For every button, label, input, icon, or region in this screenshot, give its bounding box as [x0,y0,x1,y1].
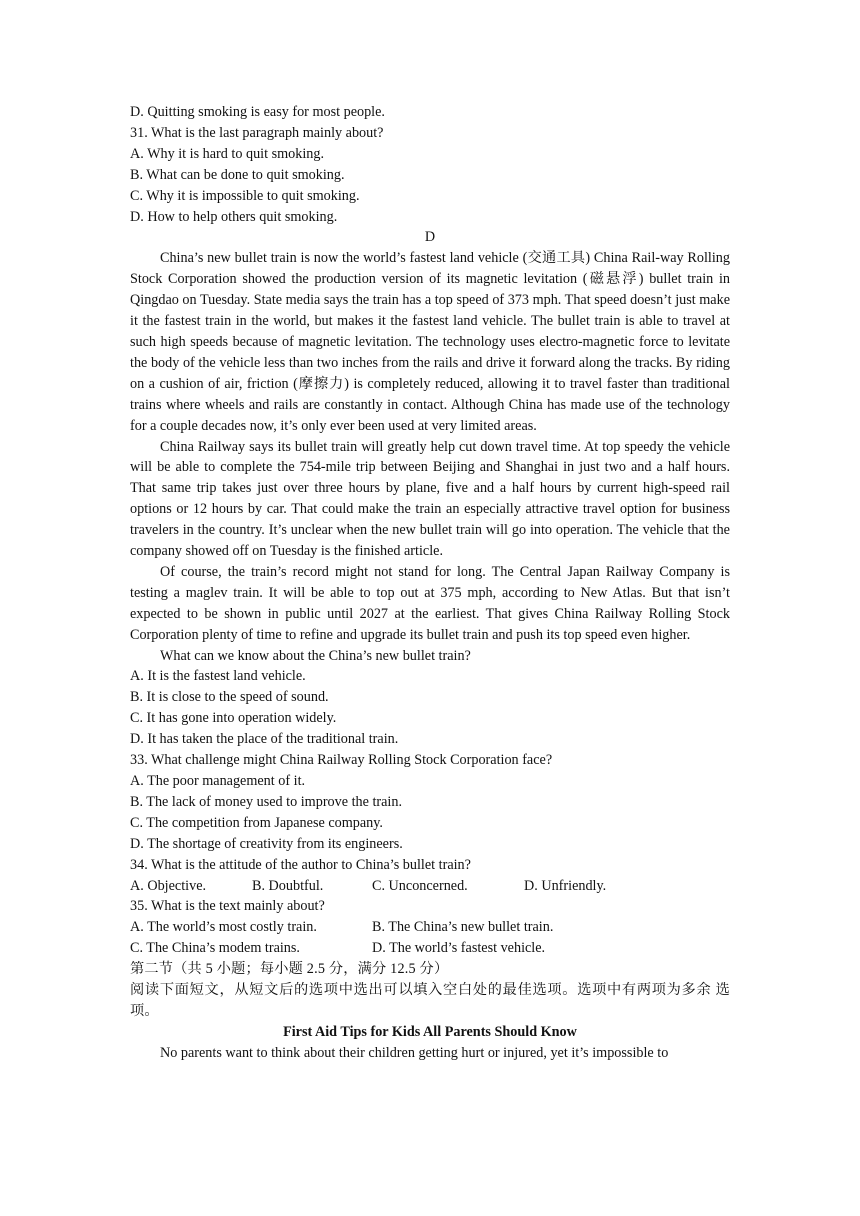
q34-option-a: A. Objective. [130,877,207,894]
question-35: 35. What is the text mainly about? [130,898,325,915]
q33-option-a: A. The poor management of it. [130,773,306,789]
q32-option-b: B. It is close to the speed of sound. [130,689,329,706]
q32-option-a: A. It is the fastest land vehicle. [130,668,306,685]
article-title: First Aid Tips for Kids All Parents Should Know [283,1023,577,1040]
section-d-label: D [424,229,436,246]
q35-option-b: B. The China’s new bullet train. [372,919,554,936]
q34-option-b: B. Doubtful. [252,877,324,894]
q35-options-row-1 [130,917,730,938]
q35-option-d: D. The world’s fastest vehicle. [372,940,546,957]
q33-option-d: D. The shortage of creativity from its engineers. [130,835,403,852]
exam-page [130,102,730,1064]
question-34: 34. What is the attitude of the author to China’s bullet train? [130,856,471,873]
part-two-instruction: 阅读下面短文，从短文后的选项中选出可以填入空白处的最佳选项。选项中有两项为多余 选项。 [130,982,730,1019]
q34-option-d: D. Unfriendly. [524,877,607,894]
q32-option-c: C. It has gone into operation widely. [130,710,337,727]
q34-option-c: C. Unconcerned. [372,877,468,894]
q33-option-b: B. The lack of money used to improve the train. [130,793,402,810]
q32-option-d: D. It has taken the place of the traditional train. [130,731,399,748]
q35-option-a: A. The world’s most costly train. [130,919,317,936]
question-32: What can we know about the China’s new bullet train? [160,647,471,664]
part-two-heading: 第二节（共 5 小题；每小题 2.5 分，满分 12.5 分） [130,961,449,978]
q33-option-c: C. The competition from Japanese company. [130,814,383,831]
passage-paragraph-3: Of course, the train’s record might not stand for long. The Central Japan Railway Company is testing a maglev train. It will be able to top out at 375 mph, according to New Atlas. But that isn’t expected to be shown in public until 2027 at the earliest. That gives China Railway Rolling Stock Corporation plenty of time to refine and upgrade its bullet train and push its top speed even higher. [130,563,730,643]
option-d-prev: D. Quitting smoking is easy for most people. [130,104,385,120]
q31-option-c: C. Why it is impossible to quit smoking. [130,187,360,204]
article-opening: No parents want to think about their children getting hurt or injured, yet it’s impossible to [160,1044,669,1061]
passage-paragraph-1: China’s new bullet train is now the world’s fastest land vehicle (交通工具) China Rail-way Rolling Stock Corporation showed the production version of its magnetic levitation (磁悬浮) bullet train in Qingdao on Tuesday. State media says the train has a top speed of 373 mph. That speed doesn’t just make it the fastest train in the world, but makes it the fastest land vehicle. The bullet train is able to travel at such high speeds because of magnetic levitation. The technology uses electro-magnetic force to levitate the body of the vehicle less than two inches from the rails and drive it forward along the tracks. By riding on a cushion of air, friction (摩擦力) is completely reduced, allowing it to travel faster than traditional trains where wheels and rails are constantly in contact. Although China has made use of the technology for a couple decades now, it’s only ever been used at very limited areas. [130,250,730,434]
q34-options-row [130,876,730,897]
q35-option-c: C. The China’s modem trains. [130,940,300,957]
q31-option-a: A. Why it is hard to quit smoking. [130,145,325,162]
q35-options-row-2 [130,938,730,959]
question-31: 31. What is the last paragraph mainly about? [130,124,384,141]
q31-option-d: D. How to help others quit smoking. [130,208,338,225]
q31-option-b: B. What can be done to quit smoking. [130,166,345,183]
passage-paragraph-2: China Railway says its bullet train will greatly help cut down travel time. At top speedy the vehicle will be able to complete the 754-mile trip between Beijing and Shanghai in just two and a half hours. That same trip takes just over three hours by plane, five and a half hours by current high-speed rail options or 12 hours by car. That could make the train an especially attractive travel option for business travelers in the country. It’s unclear when the new bullet train will go into operation. The vehicle that the company showed off on Tuesday is the finished article. [130,438,730,560]
question-33: 33. What challenge might China Railway Rolling Stock Corporation face? [130,752,553,769]
